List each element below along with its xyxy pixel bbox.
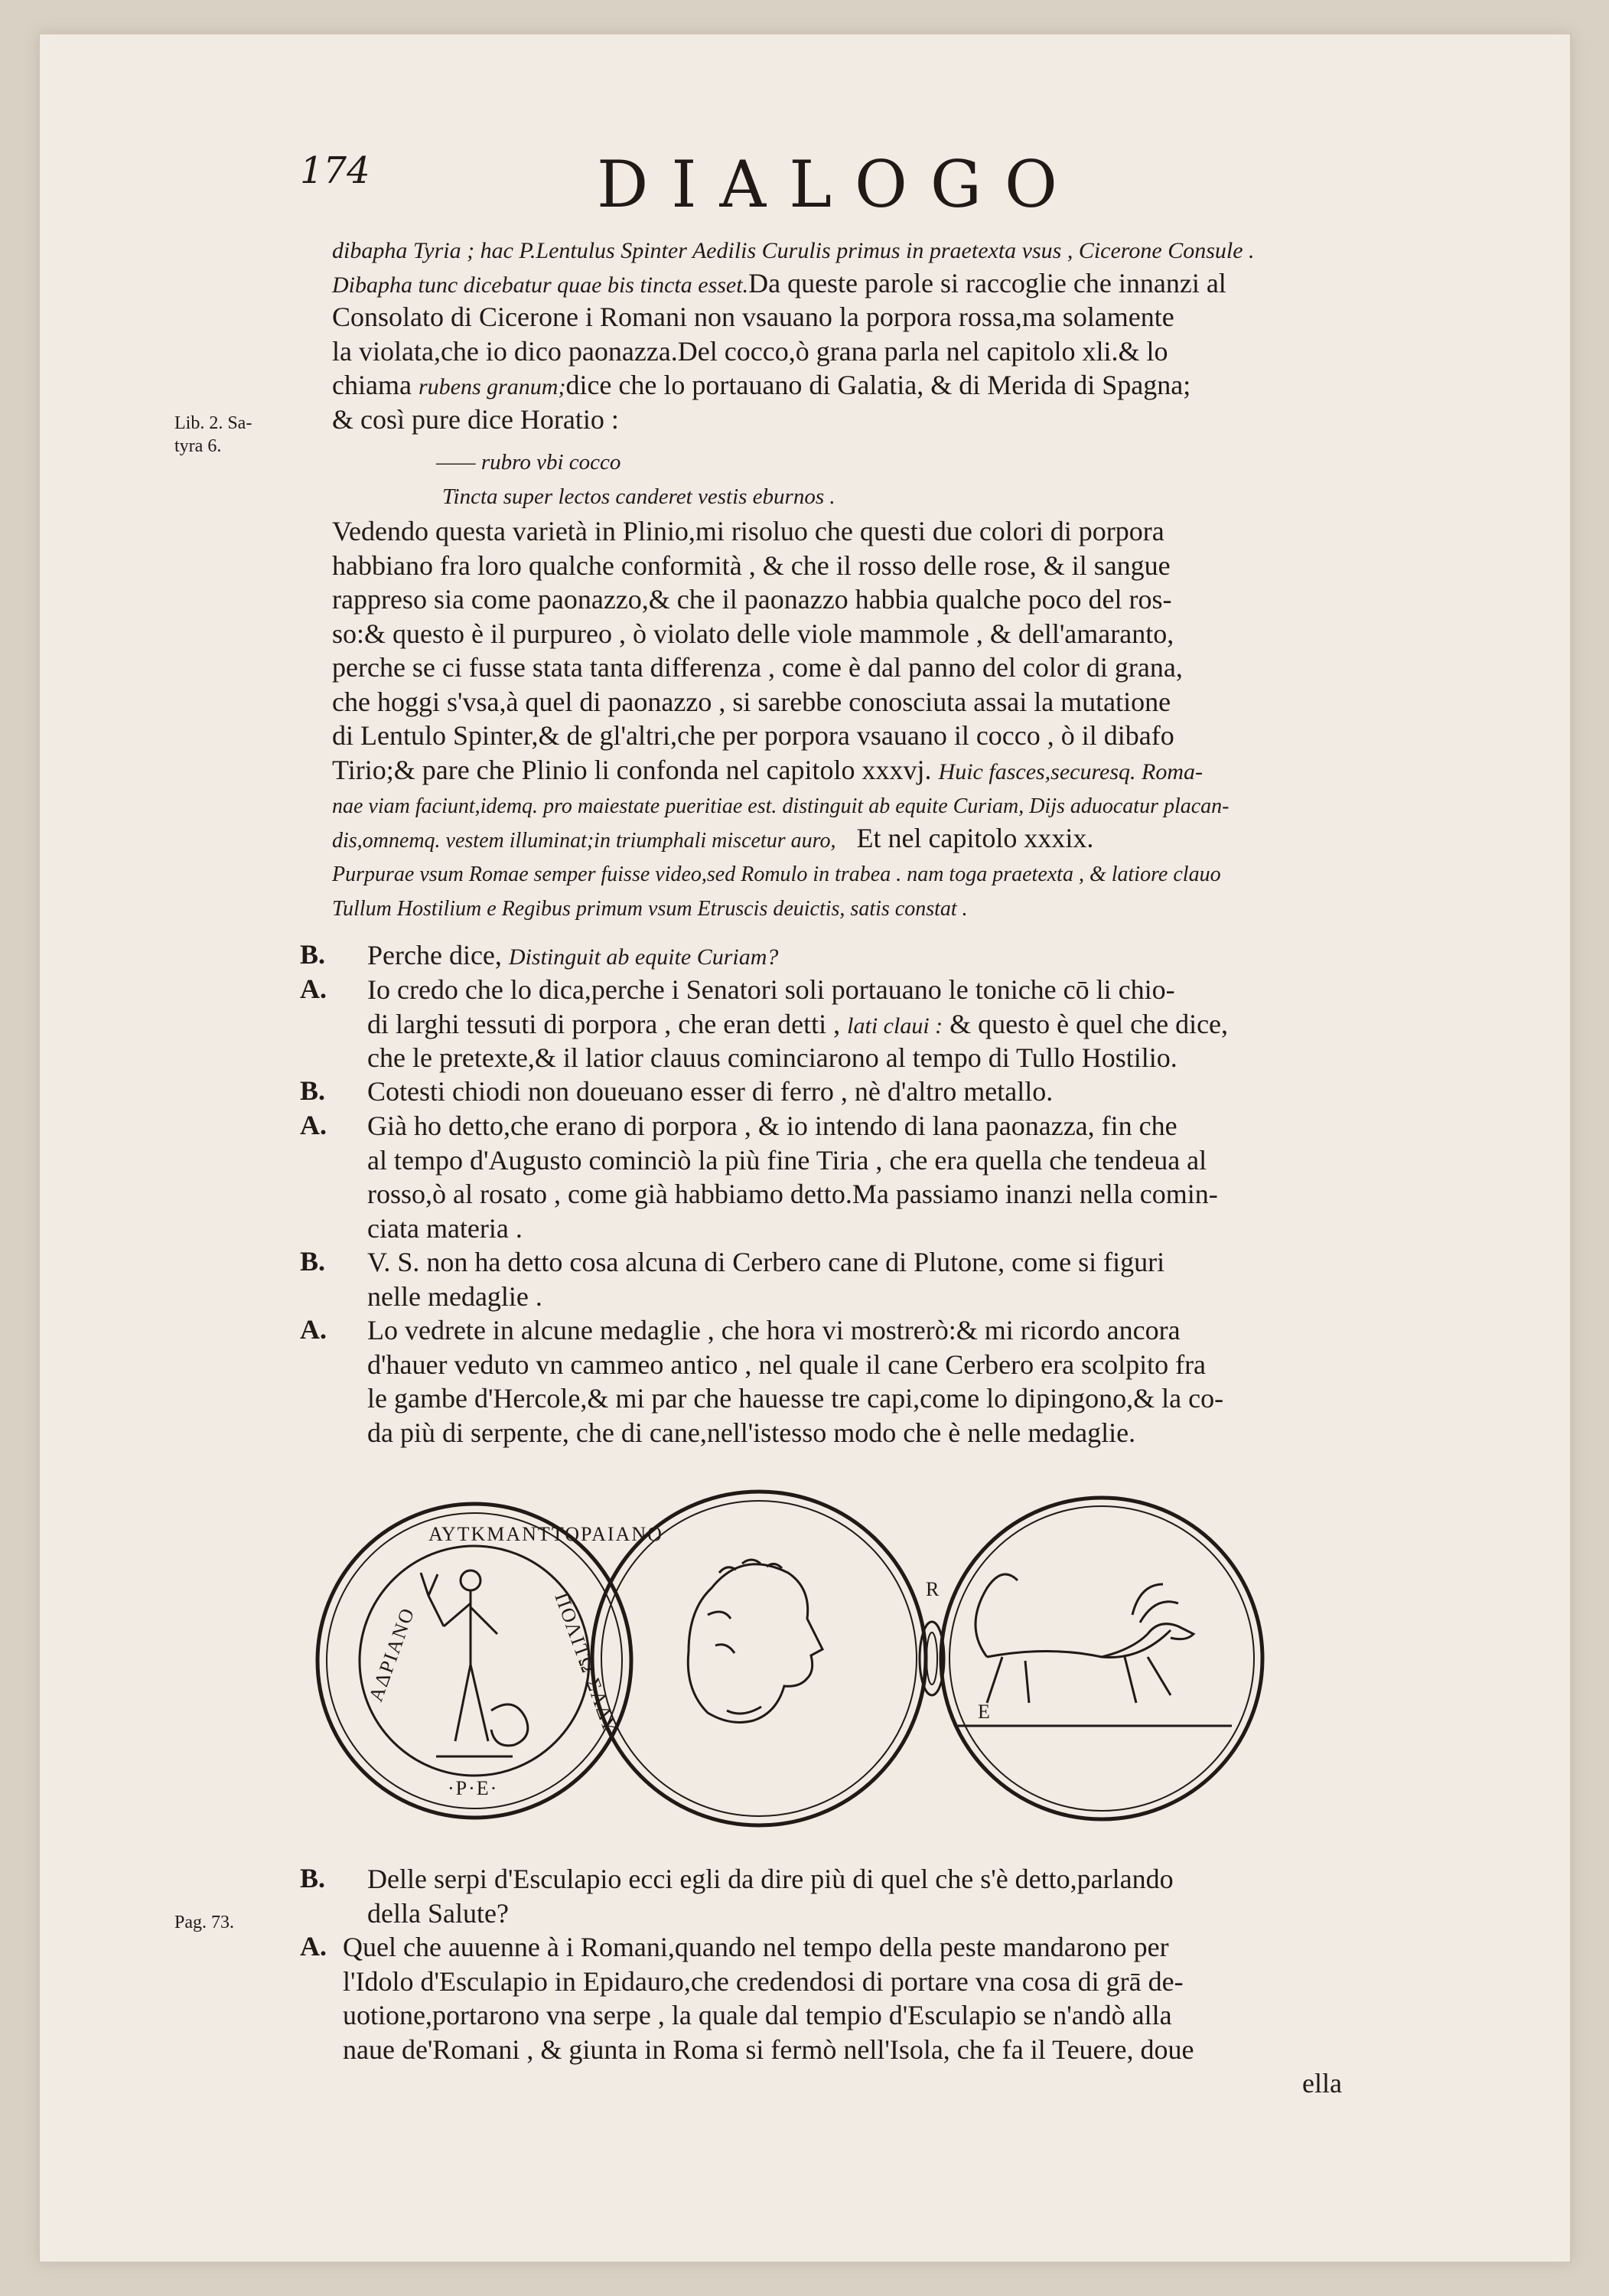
page-number: 174 [300, 149, 370, 192]
page-title: DIALOGO [597, 147, 1080, 222]
text-line: chiama rubens granum;dice che lo portauano di Galatia, & di Merida di Spagna; [332, 370, 1191, 400]
speaker-b: B. [300, 1075, 326, 1106]
dialogue-b-2: Cotesti chiodi non doueuano esser di ferro , nè d'altro metallo. [367, 1076, 1054, 1107]
coins-illustration [314, 1481, 1415, 1833]
coin-cerberus [941, 1498, 1262, 1819]
coin-left [318, 1504, 663, 1818]
dialogue-a-2: Già ho detto,che erano di porpora , & io intendo di lana paonazza, fin che al tempo d'Augusto cominciò la più fine Tiria , che era quella che tendeua al rosso,ò al rosato , come già habbiamo detto.Ma passiamo inanzi nella comin- ciata materia . [367, 1110, 1218, 1244]
coin-mark-e: E [978, 1701, 992, 1723]
coin-left-exergue: ·Ρ·Ε· [448, 1777, 499, 1799]
speaker-b: B. [300, 1863, 326, 1893]
coin-left-legend-top: ΑΥΤΚΜΑΝΤΤΟΡΑΙΑΝΟ [428, 1523, 663, 1545]
text-line: so:& questo è il purpureo , ò violato delle viole mammole , & dell'amaranto, [332, 618, 1174, 649]
text-line: dibapha Tyria ; hac P.Lentulus Spinter Aedilis Curulis primus in praetexta vsus , Cicerone Consule . [332, 238, 1255, 263]
text-line: rappreso sia come paonazzo,& che il paonazzo habbia qualche poco del ros- [332, 584, 1172, 615]
dialogue-b-3: V. S. non ha detto cosa alcuna di Cerbero cane di Plutone, come si figuri nelle medaglie . [367, 1247, 1165, 1312]
speaker-b: B. [300, 939, 326, 970]
quote-line-1: —— rubro vbi cocco [436, 450, 621, 475]
text-line: Vedendo questa varietà in Plinio,mi risoluo che questi due colori di porpora [332, 516, 1164, 546]
text-line: la violata,che io dico paonazza.Del cocco,ò grana parla nel capitolo xli.& lo [332, 335, 1168, 367]
text-line: perche se ci fusse stata tanta differenza , come è dal panno del color di grana, [332, 652, 1183, 683]
dialogue-a-4: Quel che auuenne à i Romani,quando nel tempo della peste mandarono per l'Idolo d'Esculapio in Epidauro,che credendosi di portare vna cosa di grā de- uotione,portarono vna serpe , la quale dal tempio d'Esculapio se n'andò alla naue de'Romani , & giunta in Roma si fermò nell'Isola, che fa il Teuere, doue [343, 1932, 1194, 2065]
paragraph-block-2 [332, 514, 1411, 923]
text-line: nae viam faciunt,idemq. pro maiestate pueritiae est. distinguit ab equite Curiam, Dijs aduocatur placan- [332, 794, 1230, 818]
speaker-a: A. [300, 1931, 327, 1962]
quote-line-2: Tincta super lectos canderet vestis eburnos . [442, 484, 835, 509]
text-line: Purpurae vsum Romae semper fuisse video,sed Romulo in trabea . nam toga praetexta , & latiore clauo [332, 863, 1221, 886]
dialogue-a-3: Lo vedrete in alcune medaglie , che hora vi mostrerò:& mi ricordo ancora d'hauer veduto vn cammeo antico , nel quale il cane Cerbero era scolpito fra le gambe d'Hercole,& mi par che hauesse tre capi,come lo dipingono,& la co- da più di serpente, che di cane,nell'istesso modo che è nelle medaglie. [367, 1315, 1224, 1448]
dialogue-b-1: Perche dice, Distinguit ab equite Curiam? [367, 940, 779, 970]
speaker-a: A. [300, 1314, 327, 1345]
catchword: ella [1302, 2068, 1342, 2099]
paragraph-block-1 [332, 232, 1411, 436]
dialogue-a-1: Io credo che lo dica,perche i Senatori soli portauano le toniche cō li chio- di larghi tessuti di porpora , che eran detti , lati claui : & questo è quel che dice, che le pretexte,& il latior clauus cominciarono al tempo di Tullo Hostilio. [367, 974, 1229, 1073]
text-line: & così pure dice Horatio : [332, 403, 619, 435]
text-line: dis,omnemq. vestem illuminat;in triumphali miscetur auro, Et nel capitolo xxxix. [332, 822, 1094, 853]
speaker-a: A. [300, 974, 327, 1004]
coin-left-legend-right: ΠΟΛΙΤΩ ΣΑΔΥ [550, 1590, 622, 1737]
speaker-b: B. [300, 1246, 326, 1277]
text-line: habbiano fra loro qualche conformità , & che il rosso delle rose, & il sangue [332, 550, 1171, 581]
text-line: di Lentulo Spinter,& de gl'altri,che per porpora vsauano il cocco , ò il dibafo [332, 720, 1174, 751]
coin-left-legend-left: ΑΔΡΙΑΝΟ [364, 1603, 419, 1705]
speaker-a: A. [300, 1110, 327, 1140]
text-line: Dibapha tunc dicebatur quae bis tincta esset.Da queste parole si raccoglie che innanzi al [332, 267, 1226, 298]
margin-note-horatio: Lib. 2. Sa- tyra 6. [174, 413, 252, 456]
dialogue-b-4: Delle serpi d'Esculapio ecci egli da dire più di quel che s'è detto,parlando della Salute? [367, 1864, 1174, 1929]
text-line: Tirio;& pare che Plinio li confonda nel capitolo xxxvj. Huic fasces,securesq. Roma- [332, 754, 1203, 785]
text-line: che hoggi s'vsa,à quel di paonazzo , si sarebbe conosciuta assai la mutatione [332, 686, 1171, 717]
text-line: Tullum Hostilium e Regibus primum vsum Etruscis deuictis, satis constat . [332, 896, 968, 921]
hercules-figure [421, 1570, 528, 1756]
coin-head [592, 1492, 926, 1825]
head-portrait [688, 1560, 822, 1722]
cerberus-figure [956, 1574, 1232, 1726]
margin-note-page: Pag. 73. [174, 1913, 234, 1932]
coin-mark-r: R [926, 1578, 941, 1600]
text-line: Consolato di Cicerone i Romani non vsauano la porpora rossa,ma solamente [332, 302, 1174, 332]
